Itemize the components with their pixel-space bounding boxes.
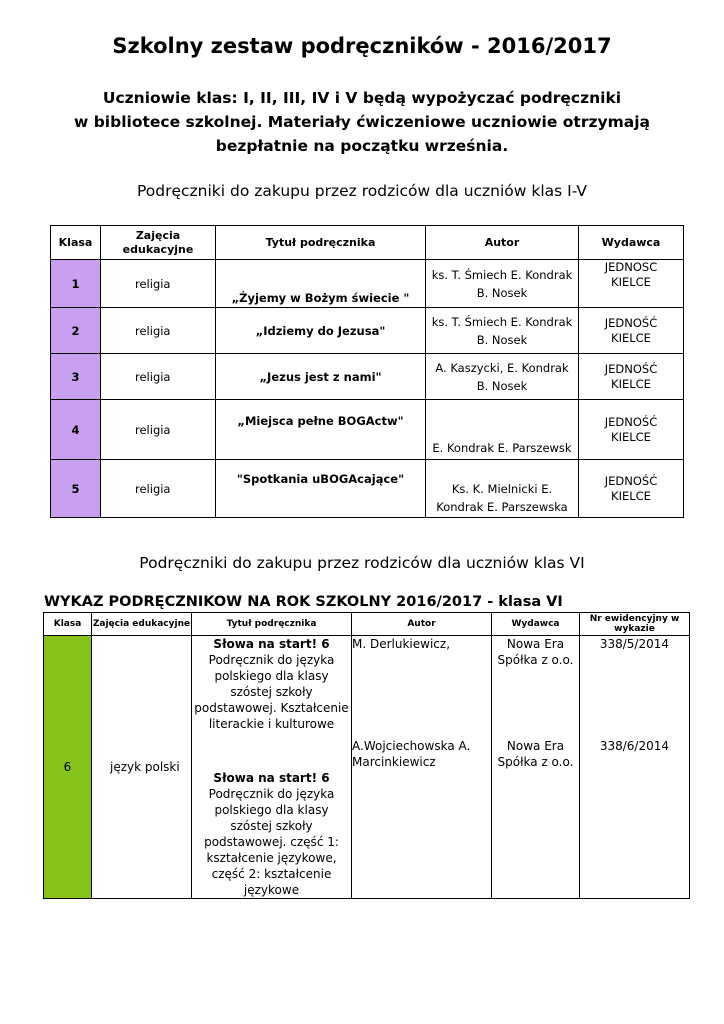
autor-line: M. Derlukiewicz, (352, 637, 451, 651)
header-zajecia-line: edukacyjne (122, 242, 194, 256)
header-tytul: Tytuł podręcznika (192, 613, 352, 636)
cell-zajecia: religia (101, 308, 216, 354)
cell-wydawca (579, 354, 684, 400)
cell-zajecia: religia (101, 460, 216, 518)
table-row (51, 308, 684, 354)
wydawca-line: KIELCE (611, 275, 651, 289)
book-desc-line: podstawowej. Kształcenie (194, 701, 349, 715)
book-desc-line: szóstej szkoły (230, 819, 313, 833)
cell-klasa: 5 (51, 460, 101, 518)
wydawca-line: JEDNOŚĆ (604, 361, 658, 376)
book-desc-line: Podręcznik do języka (208, 653, 335, 667)
wydawca-line: JEDNOŚĆ (604, 414, 658, 429)
table-header-row (51, 226, 684, 260)
cell-tytul: „Miejsca pełne BOGActw" (216, 400, 426, 460)
cell-autor (426, 400, 579, 460)
wydawca-line: KIELCE (611, 488, 651, 503)
wydawca-line: KIELCE (611, 429, 651, 444)
book-desc-line: językowe (243, 883, 300, 897)
autor-line: Ks. K. Mielnicki E. (451, 482, 553, 496)
table-header-row (44, 613, 690, 636)
header-wydawca: Wydawca (492, 613, 580, 636)
wydawca-line: Spółka z o.o. (497, 653, 574, 667)
wydawca-line: KIELCE (611, 330, 651, 345)
header-autor: Autor (426, 226, 579, 260)
page-title: Szkolny zestaw podręczników - 2016/2017 (112, 34, 612, 58)
table-row (51, 260, 684, 308)
intro-text (40, 86, 684, 158)
autor-line: ks. T. Śmiech E. Kondrak (431, 314, 573, 329)
cell-nr-ewidencyjny (580, 636, 690, 899)
cell-tytul: "Spotkania uBOGAcające" (216, 460, 426, 518)
autor-line: A.Wojciechowska A. (352, 739, 471, 753)
header-klasa: Klasa (44, 613, 92, 636)
autor-line: B. Nosek (476, 332, 528, 347)
book-desc-line: polskiego dla klasy (214, 803, 329, 817)
book-desc-line: kształcenie językowe, (206, 851, 337, 865)
cell-tytul: „Żyjemy w Bożym świecie " (216, 260, 426, 308)
cell-klasa: 3 (51, 354, 101, 400)
cell-autor (426, 260, 579, 308)
nr-value: 338/5/2014 (599, 637, 669, 651)
cell-klasa: 6 (44, 636, 92, 899)
book-title: Słowa na start! 6 (213, 637, 330, 651)
cell-klasa: 2 (51, 308, 101, 354)
header-zajecia: Zajęcia edukacyjne (92, 613, 192, 636)
cell-autor (426, 308, 579, 354)
cell-tytul: „Idziemy do Jezusa" (216, 308, 426, 354)
section-heading-klasa-6: Podręczniki do zakupu przez rodziców dla uczniów klas VI (139, 554, 585, 572)
table-row (51, 400, 684, 460)
cell-klasa: 4 (51, 400, 101, 460)
textbook-table-klasy-1-5 (50, 225, 684, 518)
autor-line: E. Kondrak E. Parszewsk (432, 441, 572, 455)
cell-autor (426, 460, 579, 518)
header-nr-line: Nr ewidencyjny w (589, 614, 680, 624)
cell-wydawca (579, 308, 684, 354)
table-row (51, 354, 684, 400)
header-zajecia (101, 226, 216, 260)
intro-line: w bibliotece szkolnej. Materiały ćwiczeniowe uczniowie otrzymają (74, 113, 650, 131)
header-nr-line: wykazie (614, 624, 655, 634)
book-desc-line: szóstej szkoły (230, 685, 313, 699)
header-tytul: Tytuł podręcznika (216, 226, 426, 260)
wydawca-line: JEDNOŚĆ (604, 473, 658, 488)
book-title: Słowa na start! 6 (213, 771, 330, 785)
autor-line: ks. T. Śmiech E. Kondrak (431, 267, 573, 282)
wydawca-line: JEDNOŚĆ (604, 315, 658, 330)
cell-autor (352, 636, 492, 899)
autor-line: Kondrak E. Parszewska (436, 500, 568, 514)
intro-line: Uczniowie klas: I, II, III, IV i V będą wypożyczać podręczniki (102, 89, 622, 107)
cell-wydawca (579, 260, 684, 308)
header-klasa: Klasa (51, 226, 101, 260)
wydawca-line: Nowa Era (506, 739, 565, 753)
header-nr-ewidencyjny (580, 613, 690, 636)
cell-zajecia: religia (101, 400, 216, 460)
header-autor: Autor (352, 613, 492, 636)
cell-wydawca (492, 636, 580, 899)
cell-wydawca (579, 400, 684, 460)
wykaz-title: WYKAZ PODRĘCZNIKOW NA ROK SZKOLNY 2016/2017 - klasa VI (44, 594, 563, 610)
wydawca-line: Nowa Era (506, 637, 565, 651)
textbook-table-klasa-6 (43, 612, 690, 899)
cell-tytul: „Jezus jest z nami" (216, 354, 426, 400)
cell-zajecia: język polski (92, 636, 192, 899)
header-zajecia-line: Zajęcia (135, 228, 181, 242)
autor-line: Marcinkiewicz (352, 755, 436, 769)
book-desc-line: polskiego dla klasy (214, 669, 329, 683)
table-row (44, 636, 690, 899)
cell-tytul (192, 636, 352, 899)
autor-line: B. Nosek (476, 285, 528, 300)
intro-line: bezpłatnie na początku września. (215, 137, 509, 155)
cell-zajecia: religia (101, 260, 216, 308)
wydawca-line: KIELCE (611, 376, 651, 391)
book-desc-line: część 2: kształcenie (211, 867, 332, 881)
cell-klasa: 1 (51, 260, 101, 308)
cell-wydawca (579, 460, 684, 518)
header-wydawca: Wydawca (579, 226, 684, 260)
wydawca-line: Spółka z o.o. (497, 755, 574, 769)
book-desc-line: podstawowej. część 1: (204, 835, 339, 849)
cell-zajecia: religia (101, 354, 216, 400)
book-desc-line: Podręcznik do języka (208, 787, 335, 801)
cell-autor (426, 354, 579, 400)
nr-value: 338/6/2014 (599, 739, 669, 753)
wydawca-line: JEDNOSC (604, 260, 658, 274)
autor-line: A. Kaszycki, E. Kondrak (435, 360, 569, 375)
book-desc-line: literackie i kulturowe (208, 717, 335, 731)
autor-line: B. Nosek (476, 378, 528, 393)
section-heading-klasy-1-5: Podręczniki do zakupu przez rodziców dla uczniów klas I-V (136, 182, 588, 200)
table-row (51, 460, 684, 518)
